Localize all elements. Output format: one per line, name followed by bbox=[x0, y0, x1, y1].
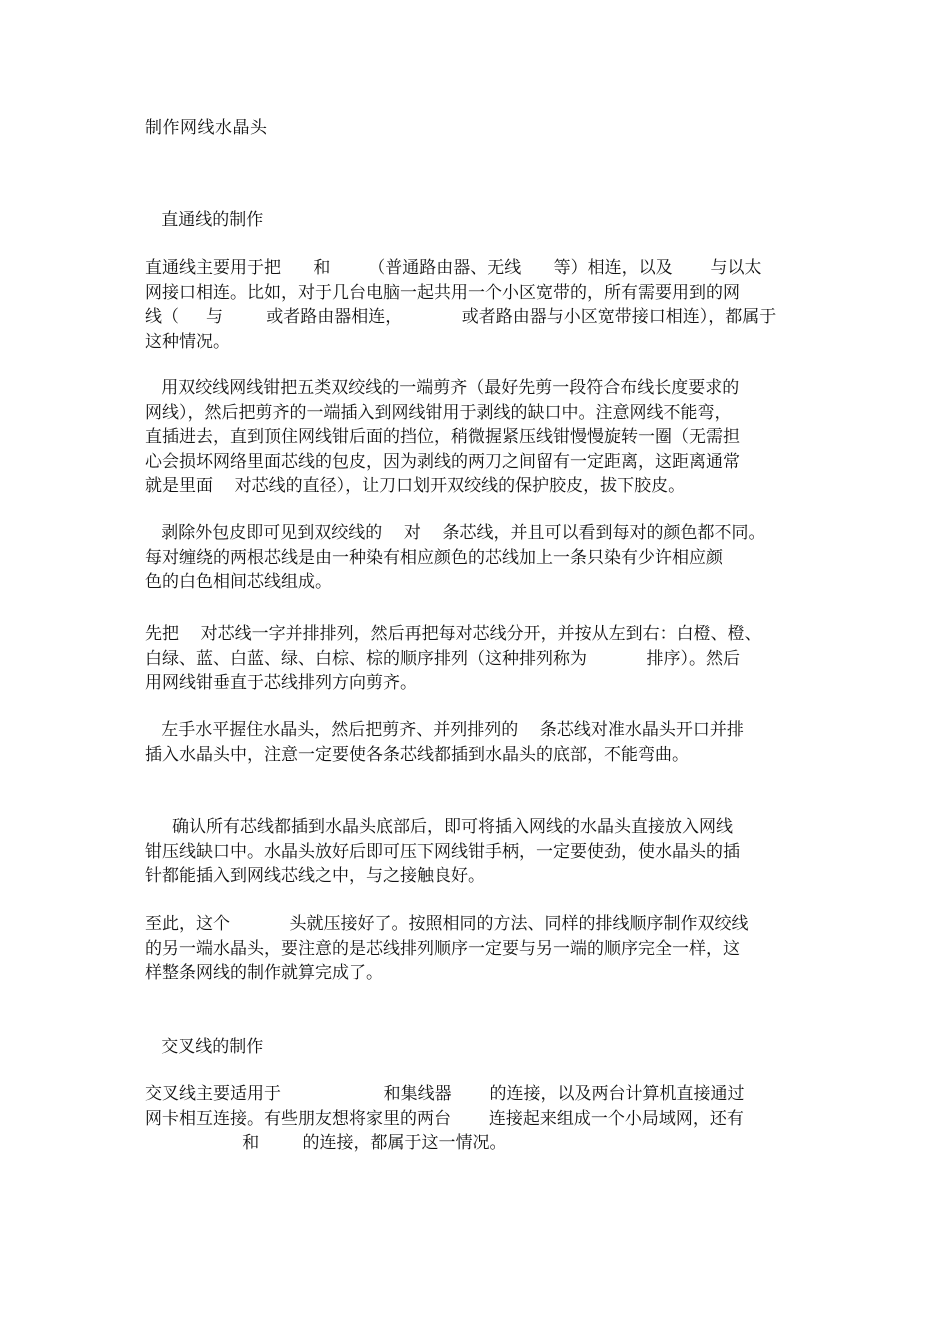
text-line: 网卡相互连接。有些朋友想将家里的两台 连接起来组成一个小局域网，还有 bbox=[145, 1108, 744, 1129]
text-line: 插入水晶头中，注意一定要使各条芯线都插到水晶头的底部，不能弯曲。 bbox=[145, 744, 689, 765]
text-line: 剥除外包皮即可见到双绞线的 对 条芯线，并且可以看到每对的颜色都不同。 bbox=[145, 523, 766, 543]
text-line: 心会损坏网络里面芯线的包皮，因为剥线的两刀之间留有一定距离，这距离通常 bbox=[145, 451, 740, 472]
paragraph bbox=[145, 521, 815, 595]
text-line: 确认所有芯线都插到水晶头底部后，即可将插入网线的水晶头直接放入网线 bbox=[145, 817, 734, 837]
text-line: 的另一端水晶头，要注意的是芯线排列顺序一定要与另一端的顺序完全一样，这 bbox=[145, 938, 740, 959]
text-line: 网接口相连。比如，对于几台电脑一起共用一个小区宽带的，所有需要用到的网 bbox=[145, 282, 740, 303]
paragraph bbox=[145, 376, 815, 499]
text-line: 用网线钳垂直于芯线排列方向剪齐。 bbox=[145, 673, 417, 693]
text-line: 左手水平握住水晶头，然后把剪齐、并列排列的 条芯线对准水晶头开口并排 bbox=[145, 720, 744, 740]
section-heading-straight-cable: 直通线的制作 bbox=[145, 210, 264, 230]
text-line: 先把 对芯线一字并排排列，然后再把每对芯线分开，并按从左到右：白橙、橙、 bbox=[145, 624, 762, 644]
text-line: 至此，这个 头就压接好了。按照相同的方法、同样的排线顺序制作双绞线 bbox=[145, 914, 749, 934]
text-line: 就是里面 对芯线的直径），让刀口划开双绞线的保护胶皮，拔下胶皮。 bbox=[145, 476, 686, 496]
paragraph bbox=[145, 815, 815, 889]
paragraph bbox=[145, 912, 815, 986]
text-line: 网线），然后把剪齐的一端插入到网线钳用于剥线的缺口中。注意网线不能弯， bbox=[145, 402, 732, 423]
document-title: 制作网线水晶头 bbox=[145, 118, 268, 138]
text-line: 直通线主要用于把 和 （普通路由器、无线 等）相连，以及 与以太 bbox=[145, 258, 762, 278]
text-line: 这种情况。 bbox=[145, 331, 230, 352]
text-line: 钳压线缺口中。水晶头放好后即可压下网线钳手柄，一定要使劲，使水晶头的插 bbox=[145, 841, 740, 862]
paragraph bbox=[145, 1082, 815, 1156]
paragraph bbox=[145, 256, 815, 354]
text-line: 色的白色相间芯线组成。 bbox=[145, 572, 332, 592]
section-heading-crossover-cable: 交叉线的制作 bbox=[145, 1037, 264, 1057]
text-line: 用双绞线网线钳把五类双绞线的一端剪齐（最好先剪一段符合布线长度要求的 bbox=[145, 378, 740, 398]
text-line: 直插进去，直到顶住网线钳后面的挡位，稍微握紧压线钳慢慢旋转一圈（无需担 bbox=[145, 427, 740, 447]
text-line: 每对缠绕的两根芯线是由一种染有相应颜色的芯线加上一条只染有少许相应颜 bbox=[145, 547, 723, 568]
paragraph bbox=[145, 718, 815, 767]
text-line: 线（ 与 或者路由器相连， 或者路由器与小区宽带接口相连），都属于 bbox=[145, 307, 777, 327]
text-line: 样整条网线的制作就算完成了。 bbox=[145, 963, 383, 983]
text-line: 和 的连接，都属于这一情况。 bbox=[145, 1133, 507, 1153]
text-line: 交叉线主要适用于 和集线器 的连接，以及两台计算机直接通过 bbox=[145, 1084, 745, 1104]
paragraph bbox=[145, 622, 815, 696]
text-line: 白绿、蓝、白蓝、绿、白棕、棕的顺序排列（这种排列称为 排序）。然后 bbox=[145, 648, 740, 669]
text-line: 针都能插入到网线芯线之中，与之接触良好。 bbox=[145, 866, 485, 886]
